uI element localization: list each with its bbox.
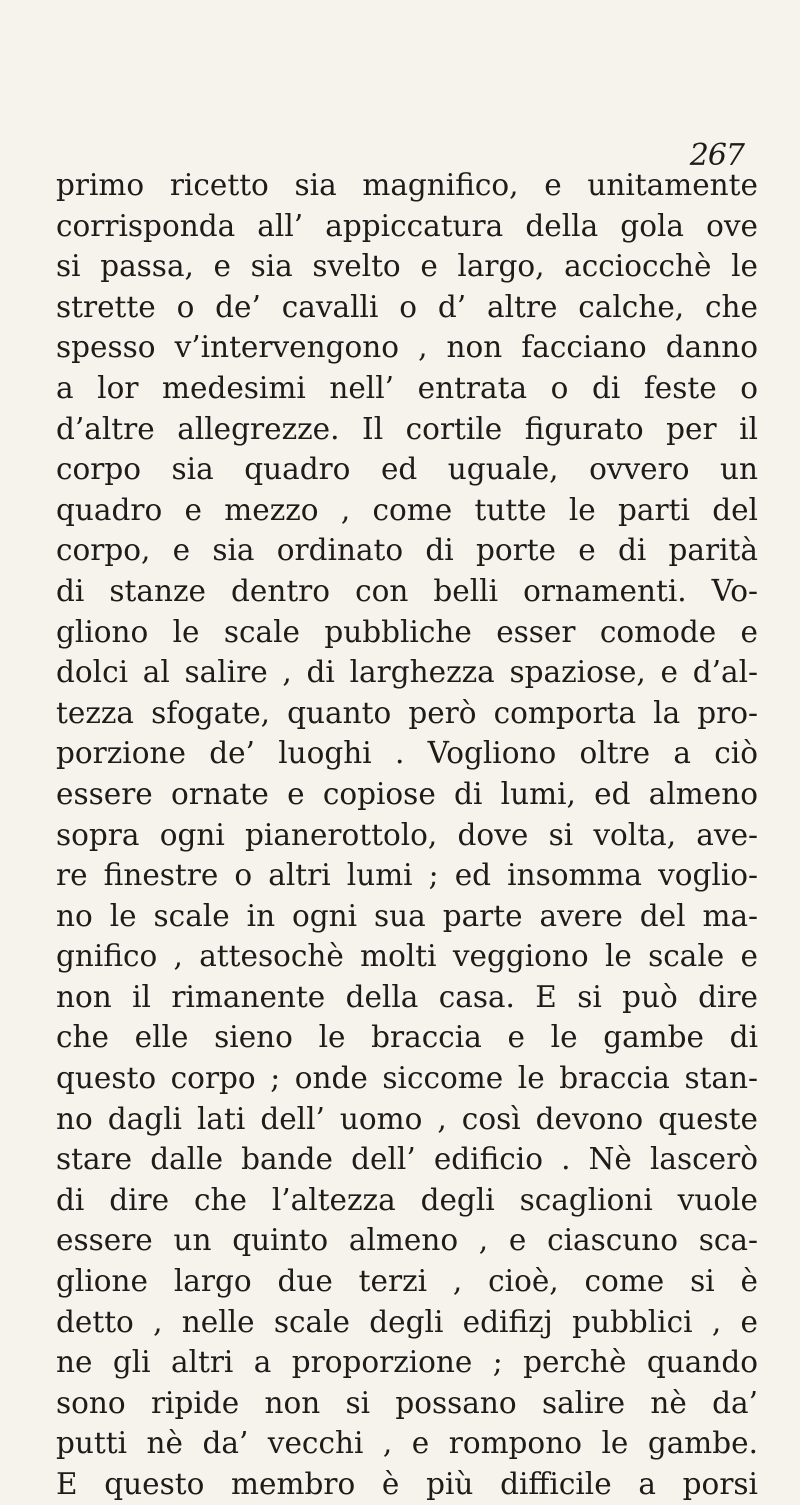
text-line: no dagli lati dell’ uomo , così devono queste — [56, 1101, 758, 1136]
text-line: a lor medesimi nell’ entrata o di feste o — [56, 370, 758, 405]
text-line: gnifico , attesochè molti veggiono le scale e — [56, 939, 758, 974]
text-line: quadro e mezzo , come tutte le parti del — [56, 492, 758, 527]
text-line: di stanze dentro con belli ornamenti. Vo- — [56, 573, 758, 608]
text-line: ne gli altri a proporzione ; perchè quando — [56, 1345, 758, 1380]
text-line: corpo sia quadro ed uguale, ovvero un — [56, 452, 758, 487]
text-line: strette o de’ cavalli o d’ altre calche, che — [56, 289, 758, 324]
text-line: detto , nelle scale degli edifizj pubblici , e — [56, 1304, 758, 1339]
text-line: sono ripide non si possano salire nè da’ — [56, 1385, 758, 1420]
text-line: gliono le scale pubbliche esser comode e — [56, 614, 758, 649]
text-line: corrisponda all’ appiccatura della gola ove — [56, 208, 758, 243]
text-line: porzione de’ luoghi . Vogliono oltre a ciò — [56, 736, 758, 771]
page-number: 267 — [689, 138, 744, 173]
text-line: putti nè da’ vecchi , e rompono le gambe. — [56, 1426, 758, 1461]
text-line: glione largo due terzi , cioè, come si è — [56, 1264, 758, 1299]
text-line: essere un quinto almeno , e ciascuno sca- — [56, 1223, 758, 1258]
text-line: E questo membro è più difficile a porsi — [56, 1467, 758, 1501]
text-line: di dire che l’altezza degli scaglioni vuole — [56, 1182, 758, 1217]
text-line: essere ornate e copiose di lumi, ed almeno — [56, 776, 758, 811]
text-line: si passa, e sia svelto e largo, acciocchè le — [56, 249, 758, 284]
text-line: re finestre o altri lumi ; ed insomma voglio- — [56, 858, 758, 893]
text-line: dolci al salire , di larghezza spaziose, e d’al- — [56, 655, 758, 690]
text-line: tezza sfogate, quanto però comporta la pro- — [56, 695, 758, 730]
text-line: primo ricetto sia magnifico, e unitamente — [56, 168, 758, 202]
text-line: no le scale in ogni sua parte avere del ma- — [56, 898, 758, 933]
text-line: spesso v’intervengono , non facciano danno — [56, 330, 758, 365]
text-line: che elle sieno le braccia e le gambe di — [56, 1020, 758, 1055]
text-line: d’altre allegrezze. Il cortile figurato per il — [56, 411, 758, 446]
text-line: sopra ogni pianerottolo, dove si volta, ave- — [56, 817, 758, 852]
text-line: non il rimanente della casa. E si può dire — [56, 979, 758, 1014]
body-text — [56, 165, 758, 1505]
text-line: questo corpo ; onde siccome le braccia stan- — [56, 1061, 758, 1096]
text-line: stare dalle bande dell’ edificio . Nè lascerò — [56, 1142, 758, 1177]
text-line: corpo, e sia ordinato di porte e di parità — [56, 533, 758, 568]
